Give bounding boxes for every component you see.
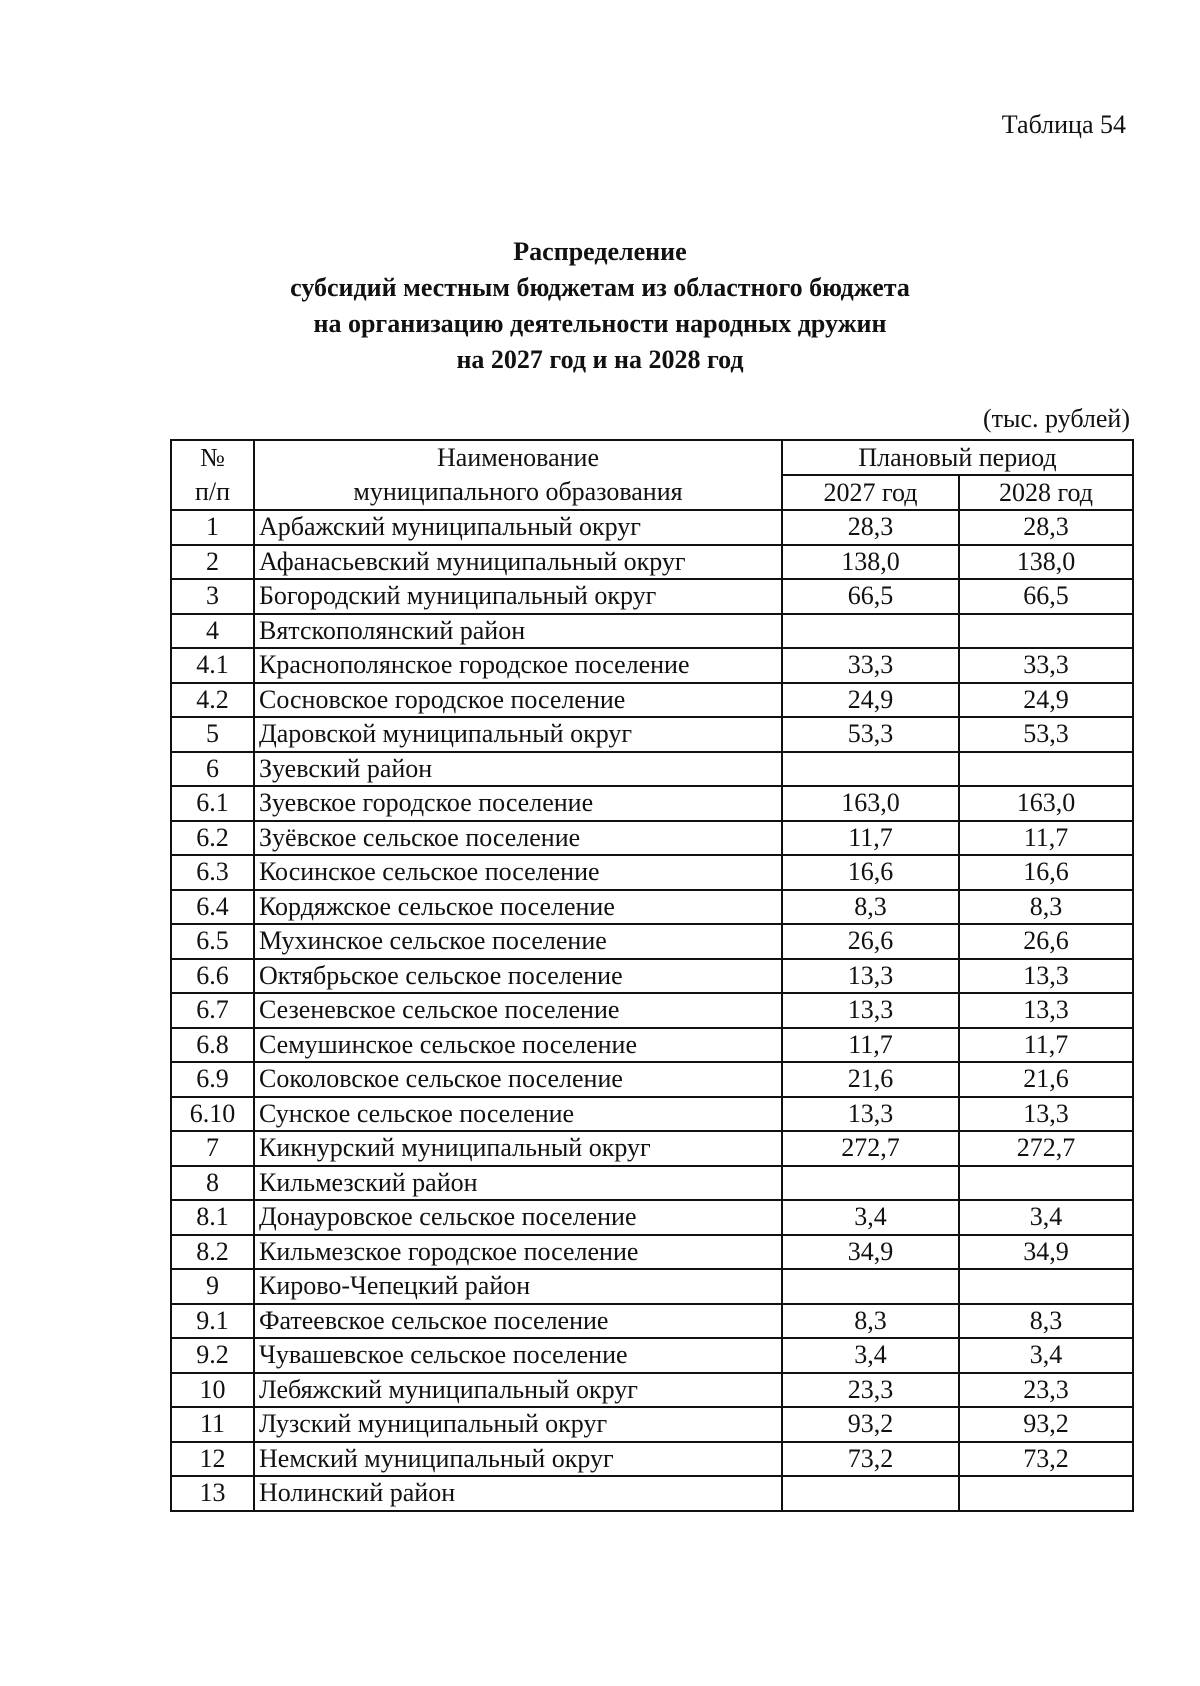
row-value-2027: 33,3 [782, 648, 959, 683]
row-name: Семушинское сельское поселение [254, 1028, 782, 1063]
row-number: 9.1 [171, 1304, 254, 1339]
row-number: 5 [171, 717, 254, 752]
row-number: 6.10 [171, 1097, 254, 1132]
table-row [171, 924, 1133, 959]
row-number: 2 [171, 545, 254, 580]
table-number-label: Таблица 54 [1001, 110, 1126, 139]
table-row [171, 993, 1133, 1028]
table-row [171, 1476, 1133, 1511]
row-number: 1 [171, 510, 254, 545]
row-number: 6.6 [171, 959, 254, 994]
table-row [171, 1373, 1133, 1408]
row-number: 8.2 [171, 1235, 254, 1270]
row-number: 6.2 [171, 821, 254, 856]
row-value-2027: 13,3 [782, 1097, 959, 1132]
row-name: Зуёвское сельское поселение [254, 821, 782, 856]
row-value-2028: 8,3 [959, 1304, 1133, 1339]
row-value-2028: 13,3 [959, 993, 1133, 1028]
row-name: Чувашевское сельское поселение [254, 1338, 782, 1373]
row-value-2028: 93,2 [959, 1407, 1133, 1442]
row-name: Кирово-Чепецкий район [254, 1269, 782, 1304]
header-number [171, 440, 254, 510]
row-value-2028 [959, 1476, 1133, 1511]
row-name: Кикнурский муниципальный округ [254, 1131, 782, 1166]
row-number: 6.5 [171, 924, 254, 959]
row-number: 8 [171, 1166, 254, 1201]
table-row [171, 1235, 1133, 1270]
row-value-2027: 16,6 [782, 855, 959, 890]
table-row [171, 717, 1133, 752]
row-value-2027: 73,2 [782, 1442, 959, 1477]
row-number: 9.2 [171, 1338, 254, 1373]
row-value-2028: 163,0 [959, 786, 1133, 821]
row-value-2027: 26,6 [782, 924, 959, 959]
row-number: 6.4 [171, 890, 254, 925]
row-value-2027: 13,3 [782, 959, 959, 994]
row-name: Лузский муниципальный округ [254, 1407, 782, 1442]
row-value-2028: 138,0 [959, 545, 1133, 580]
row-value-2027: 8,3 [782, 890, 959, 925]
row-value-2028: 272,7 [959, 1131, 1133, 1166]
row-value-2028: 23,3 [959, 1373, 1133, 1408]
row-value-2027: 138,0 [782, 545, 959, 580]
row-name: Фатеевское сельское поселение [254, 1304, 782, 1339]
row-value-2027: 11,7 [782, 821, 959, 856]
row-name: Кильмезский район [254, 1166, 782, 1201]
row-value-2027: 163,0 [782, 786, 959, 821]
row-value-2028 [959, 1166, 1133, 1201]
table-row [171, 786, 1133, 821]
title-line: субсидий местным бюджетам из областного бюджета [290, 273, 910, 302]
header-year-2027: 2027 год [782, 475, 959, 510]
table-header [171, 440, 1133, 510]
table-row [171, 1166, 1133, 1201]
row-number: 9 [171, 1269, 254, 1304]
row-name: Зуевский район [254, 752, 782, 787]
row-value-2027: 3,4 [782, 1338, 959, 1373]
row-number: 13 [171, 1476, 254, 1511]
row-value-2027: 8,3 [782, 1304, 959, 1339]
row-number: 3 [171, 579, 254, 614]
table-row [171, 1062, 1133, 1097]
row-name: Богородский муниципальный округ [254, 579, 782, 614]
table-row [171, 1028, 1133, 1063]
row-value-2028: 13,3 [959, 959, 1133, 994]
header-year-2028: 2028 год [959, 475, 1133, 510]
row-name: Донауровское сельское поселение [254, 1200, 782, 1235]
row-value-2027: 3,4 [782, 1200, 959, 1235]
table-row [171, 683, 1133, 718]
row-value-2027: 23,3 [782, 1373, 959, 1408]
row-name: Немский муниципальный округ [254, 1442, 782, 1477]
row-name: Октябрьское сельское поселение [254, 959, 782, 994]
row-value-2028 [959, 614, 1133, 649]
row-number: 4.1 [171, 648, 254, 683]
table-row [171, 855, 1133, 890]
table-row [171, 1442, 1133, 1477]
row-name: Афанасьевский муниципальный округ [254, 545, 782, 580]
row-name: Вятскополянский район [254, 614, 782, 649]
row-name: Сезеневское сельское поселение [254, 993, 782, 1028]
row-value-2027: 272,7 [782, 1131, 959, 1166]
table-row [171, 648, 1133, 683]
header-planned-period: Плановый период [782, 440, 1133, 475]
table-row [171, 614, 1133, 649]
row-value-2028: 8,3 [959, 890, 1133, 925]
table-row [171, 1304, 1133, 1339]
row-name: Косинское сельское поселение [254, 855, 782, 890]
header-number-line2: п/п [194, 477, 231, 506]
row-number: 6.7 [171, 993, 254, 1028]
row-number: 8.1 [171, 1200, 254, 1235]
header-number-line1: № [200, 443, 225, 472]
table-row [171, 1407, 1133, 1442]
row-name: Арбажский муниципальный округ [254, 510, 782, 545]
table-row [171, 1131, 1133, 1166]
row-value-2027: 11,7 [782, 1028, 959, 1063]
row-value-2028: 33,3 [959, 648, 1133, 683]
row-value-2027: 53,3 [782, 717, 959, 752]
table-row [171, 959, 1133, 994]
row-value-2027: 28,3 [782, 510, 959, 545]
row-number: 4 [171, 614, 254, 649]
table-row [171, 890, 1133, 925]
row-value-2027 [782, 1476, 959, 1511]
row-value-2027: 93,2 [782, 1407, 959, 1442]
row-value-2027: 24,9 [782, 683, 959, 718]
table-row [171, 1097, 1133, 1132]
row-name: Нолинский район [254, 1476, 782, 1511]
table-row [171, 1269, 1133, 1304]
document-title [0, 234, 1200, 378]
table-row [171, 752, 1133, 787]
row-value-2027 [782, 752, 959, 787]
table-row [171, 1200, 1133, 1235]
table-body [171, 510, 1133, 1511]
row-value-2028: 11,7 [959, 1028, 1133, 1063]
row-value-2027 [782, 614, 959, 649]
row-value-2027: 21,6 [782, 1062, 959, 1097]
row-value-2028: 16,6 [959, 855, 1133, 890]
row-value-2028 [959, 1269, 1133, 1304]
row-number: 6.8 [171, 1028, 254, 1063]
row-value-2028: 11,7 [959, 821, 1133, 856]
row-value-2028: 24,9 [959, 683, 1133, 718]
row-value-2028: 28,3 [959, 510, 1133, 545]
title-line: на организацию деятельности народных дружин [313, 309, 887, 338]
row-value-2028: 73,2 [959, 1442, 1133, 1477]
row-name: Кордяжское сельское поселение [254, 890, 782, 925]
row-name: Соколовское сельское поселение [254, 1062, 782, 1097]
row-value-2028 [959, 752, 1133, 787]
row-value-2028: 26,6 [959, 924, 1133, 959]
table-row [171, 1338, 1133, 1373]
title-line: Распределение [513, 237, 687, 266]
units-label: (тыс. рублей) [982, 404, 1130, 433]
row-value-2027 [782, 1166, 959, 1201]
table-row [171, 821, 1133, 856]
header-name-line2: муниципального образования [353, 477, 683, 506]
row-name: Зуевское городское поселение [254, 786, 782, 821]
row-value-2027: 13,3 [782, 993, 959, 1028]
title-line: на 2027 год и на 2028 год [456, 345, 744, 374]
row-value-2028: 53,3 [959, 717, 1133, 752]
row-number: 11 [171, 1407, 254, 1442]
row-number: 4.2 [171, 683, 254, 718]
subsidy-distribution-table [170, 439, 1134, 1512]
row-name: Даровской муниципальный округ [254, 717, 782, 752]
row-name: Кильмезское городское поселение [254, 1235, 782, 1270]
row-value-2028: 66,5 [959, 579, 1133, 614]
table-row [171, 510, 1133, 545]
row-value-2027: 66,5 [782, 579, 959, 614]
header-name [254, 440, 782, 510]
row-number: 12 [171, 1442, 254, 1477]
row-number: 10 [171, 1373, 254, 1408]
row-value-2028: 3,4 [959, 1200, 1133, 1235]
row-name: Мухинское сельское поселение [254, 924, 782, 959]
row-value-2028: 34,9 [959, 1235, 1133, 1270]
row-value-2027: 34,9 [782, 1235, 959, 1270]
header-name-line1: Наименование [437, 443, 599, 472]
row-name: Краснополянское городское поселение [254, 648, 782, 683]
row-value-2027 [782, 1269, 959, 1304]
row-number: 6.3 [171, 855, 254, 890]
row-number: 6 [171, 752, 254, 787]
row-name: Лебяжский муниципальный округ [254, 1373, 782, 1408]
row-number: 6.9 [171, 1062, 254, 1097]
table-row [171, 579, 1133, 614]
row-name: Сосновское городское поселение [254, 683, 782, 718]
row-value-2028: 3,4 [959, 1338, 1133, 1373]
row-value-2028: 13,3 [959, 1097, 1133, 1132]
row-name: Сунское сельское поселение [254, 1097, 782, 1132]
row-number: 6.1 [171, 786, 254, 821]
table-row [171, 545, 1133, 580]
row-value-2028: 21,6 [959, 1062, 1133, 1097]
row-number: 7 [171, 1131, 254, 1166]
